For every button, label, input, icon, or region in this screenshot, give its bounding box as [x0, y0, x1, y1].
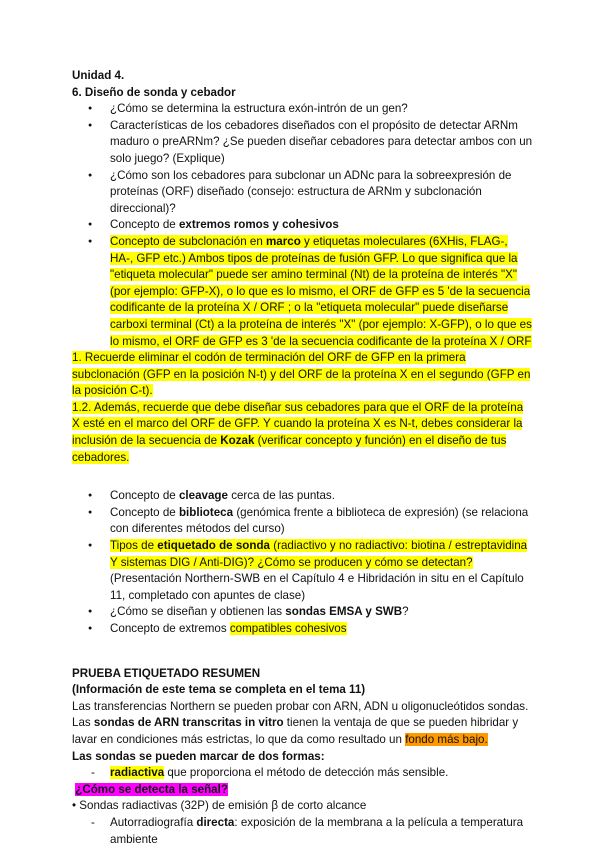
question-list-1: [72, 101, 534, 350]
section-title: 6. Diseño de sonda y cebador: [72, 85, 236, 99]
text: Concepto de subclonación en: [110, 234, 266, 248]
list-item: ● ¿Cómo se diseñan y obtienen las sondas EMSA y SWB?: [72, 604, 534, 621]
list-item-highlighted: [72, 234, 534, 350]
list-item: ● Características de los cebadores diseñados con el propósito de detectar ARNm maduro o preARNm? ¿Se pueden diseñar cebadores para detectar ambos con un solo juego? (Explique): [72, 118, 534, 168]
dash-list: [72, 815, 534, 848]
summary-title: PRUEBA ETIQUETADO RESUMEN: [72, 666, 261, 680]
list-item: ● ¿Cómo se determina la estructura exón-intrón de un gen?: [72, 101, 534, 118]
text: 1.2. Además, recuerde que debe diseñar sus cebadores para que el ORF de la proteína X esté en el marco del ORF de GFP. Y cuando la proteína X es N-t, debes considerar la inclusión de la secuencia de: [72, 400, 524, 448]
text: Concepto de: [110, 218, 179, 232]
paragraph: • Sondas radiactivas (32P) de emisión β de corto alcance: [72, 799, 367, 813]
paragraph-heading: Las sondas se pueden marcar de dos formas:: [72, 749, 325, 763]
bold-text: Kozak: [220, 434, 255, 448]
unit-title: Unidad 4.: [72, 69, 125, 82]
summary-subtitle: (Información de este tema se completa en el tema 11): [72, 683, 366, 697]
question-list-2: [72, 488, 534, 637]
text: y etiquetas moleculares (6XHis, FLAG-, HA-, GFP etc.) Ambos tipos de proteínas de fusión GFP. Lo que significa que la "etiqueta molecular" puede ser amino terminal (Nt) de la proteína de interés "X" (por ejemplo: GFP-X), o lo que es lo mismo, el ORF de GFP es 5 'de la secuencia codificante de la proteína X / ORF ; o la "etiqueta molecular" puede diseñarse carboxi terminal (Ct) a la proteína de interés "X" (por ejemplo: X-GFP), o lo que es lo mismo, el ORF de GFP es 3 'de la secuencia codificante de la proteína X / ORF: [110, 234, 532, 348]
paragraph: Las transferencias Northern se pueden probar con ARN, ADN u oligonucleótidos sondas.: [72, 699, 529, 713]
list-item: - radiactiva que proporciona el método de detección más sensible.: [72, 765, 534, 782]
document-page: [72, 68, 534, 848]
list-item: - Autorradiografía directa: exposición de la membrana a la película a temperatura ambiente: [72, 815, 534, 848]
list-item: ● ¿Cómo son los cebadores para subclonar un ADNc para la sobreexpresión de proteínas (ORF) diseñado (consejo: estructura de ARNm y subclonación direccional)?: [72, 168, 534, 218]
bold-text: extremos romos y cohesivos: [178, 218, 339, 232]
list-item: ● Concepto de extremos compatibles cohesivos: [72, 621, 534, 638]
paragraph: Las sondas de ARN transcritas in vitro tienen la ventaja de que se pueden hibridar y lavar en condiciones más estrictas, lo que da como resultado un fondo más bajo.: [72, 716, 519, 746]
note-1: 1. Recuerde eliminar el codón de terminación del ORF de GFP en la primera subclonación (GFP en la posición N-t) y del ORF de la proteína X en el segundo (GFP en la posición C-t).: [72, 351, 531, 398]
list-item: ● Concepto de cleavage cerca de las puntas.: [72, 488, 534, 505]
note-2: [72, 400, 534, 466]
question-heading: ¿Cómo se detecta la señal?: [75, 782, 228, 796]
list-item: [72, 217, 534, 234]
list-item: ● Tipos de etiquetado de sonda (radiactivo y no radiactivo: biotina / estreptavidina Y sistemas DIG / Anti-DIG)? ¿Cómo se producen y cómo se detectan? (Presentación Northern-SWB en el Capítulo 4 e Hibridación in situ en el Capítulo 11, completado con apuntes de clase): [72, 538, 534, 604]
bold-text: marco: [265, 234, 301, 248]
dash-list: [72, 765, 534, 782]
list-item: ● Concepto de biblioteca (genómica frente a biblioteca de expresión) (se relaciona con diferentes métodos del curso): [72, 505, 534, 538]
text: (verificar concepto y función) en el diseño de tus cebadores.: [72, 434, 507, 464]
